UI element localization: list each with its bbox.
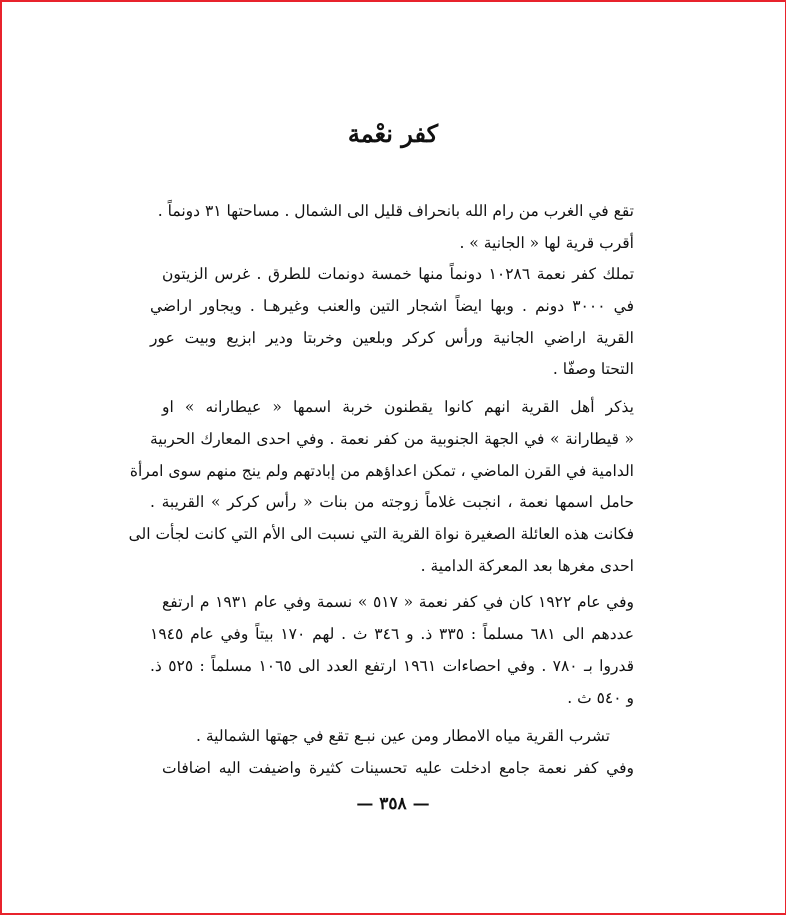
text-line: الدامية في القرن الماضي ، تمكن اعداؤهم من إبادتهم ولم ينج منهم سوى امرأة (129, 462, 634, 480)
text-line: وفي كفر نعمة جامع ادخلت عليه تحسينات كثيرة واضيفت اليه اضافات (162, 759, 634, 777)
text-line: احدى مغرها بعد المعركة الدامية . (420, 557, 634, 575)
text-line: القرية اراضي الجانية ورأس كركر وبلعين وخربتا ودير ابزيع وبيت عور (150, 329, 634, 347)
text-line: فكانت هذه العائلة الصغيرة نواة القرية التي نسبت الى الأم التي كانت لجأت الى (128, 525, 634, 543)
text-line: تملك كفر نعمة ١٠٢٨٦ دونماً منها خمسة دونمات للطرق . غرس الزيتون (162, 265, 635, 283)
page-title: كفر نعْمة (347, 119, 439, 148)
text-line: تشرب القرية مياه الامطار ومن عين نبـع تقع في جهتها الشمالية . (196, 727, 610, 745)
text-line: وفي عام ١٩٢٢ كان في كفر نعمة « ٥١٧ » نسمة وفي عام ١٩٣١ م ارتفع (162, 593, 634, 611)
text-line: التحتا وصفّا . (552, 360, 634, 378)
text-line: عددهم الى ٦٨١ مسلماً : ٣٣٥ ذ. و ٣٤٦ ث . لهم ١٧٠ بيتاً وفي عام ١٩٤٥ (150, 625, 634, 643)
text-line: « قيطارانة » في الجهة الجنوبية من كفر نعمة . وفي احدى المعارك الحربية (150, 430, 634, 448)
text-line: أقرب قرية لها « الجانية » . (459, 234, 634, 252)
text-line: قدروا بـ ٧٨٠ . وفي احصاءات ١٩٦١ ارتفع العدد الى ١٠٦٥ مسلماً : ٥٢٥ ذ. (150, 657, 635, 675)
text-line: يذكر أهل القرية انهم كانوا يقطنون خربة اسمها « عيطارانه » او (162, 398, 634, 416)
text-line: و ٥٤٠ ث . (567, 689, 634, 707)
text-line: تقع في الغرب من رام الله بانحراف قليل الى الشمال . مساحتها ٣١ دونماً . (157, 202, 634, 220)
text-line: في ٣٠٠٠ دونم . وبها ايضاً اشجار التين والعنب وغيرهـا . ويجاور اراضي (150, 297, 635, 315)
text-line: حامل اسمها نعمة ، انجبت غلاماً زوجته من بنات « رأس كركر » القريبة . (150, 493, 634, 511)
page-number: — ٣٥٨ — (356, 794, 430, 814)
